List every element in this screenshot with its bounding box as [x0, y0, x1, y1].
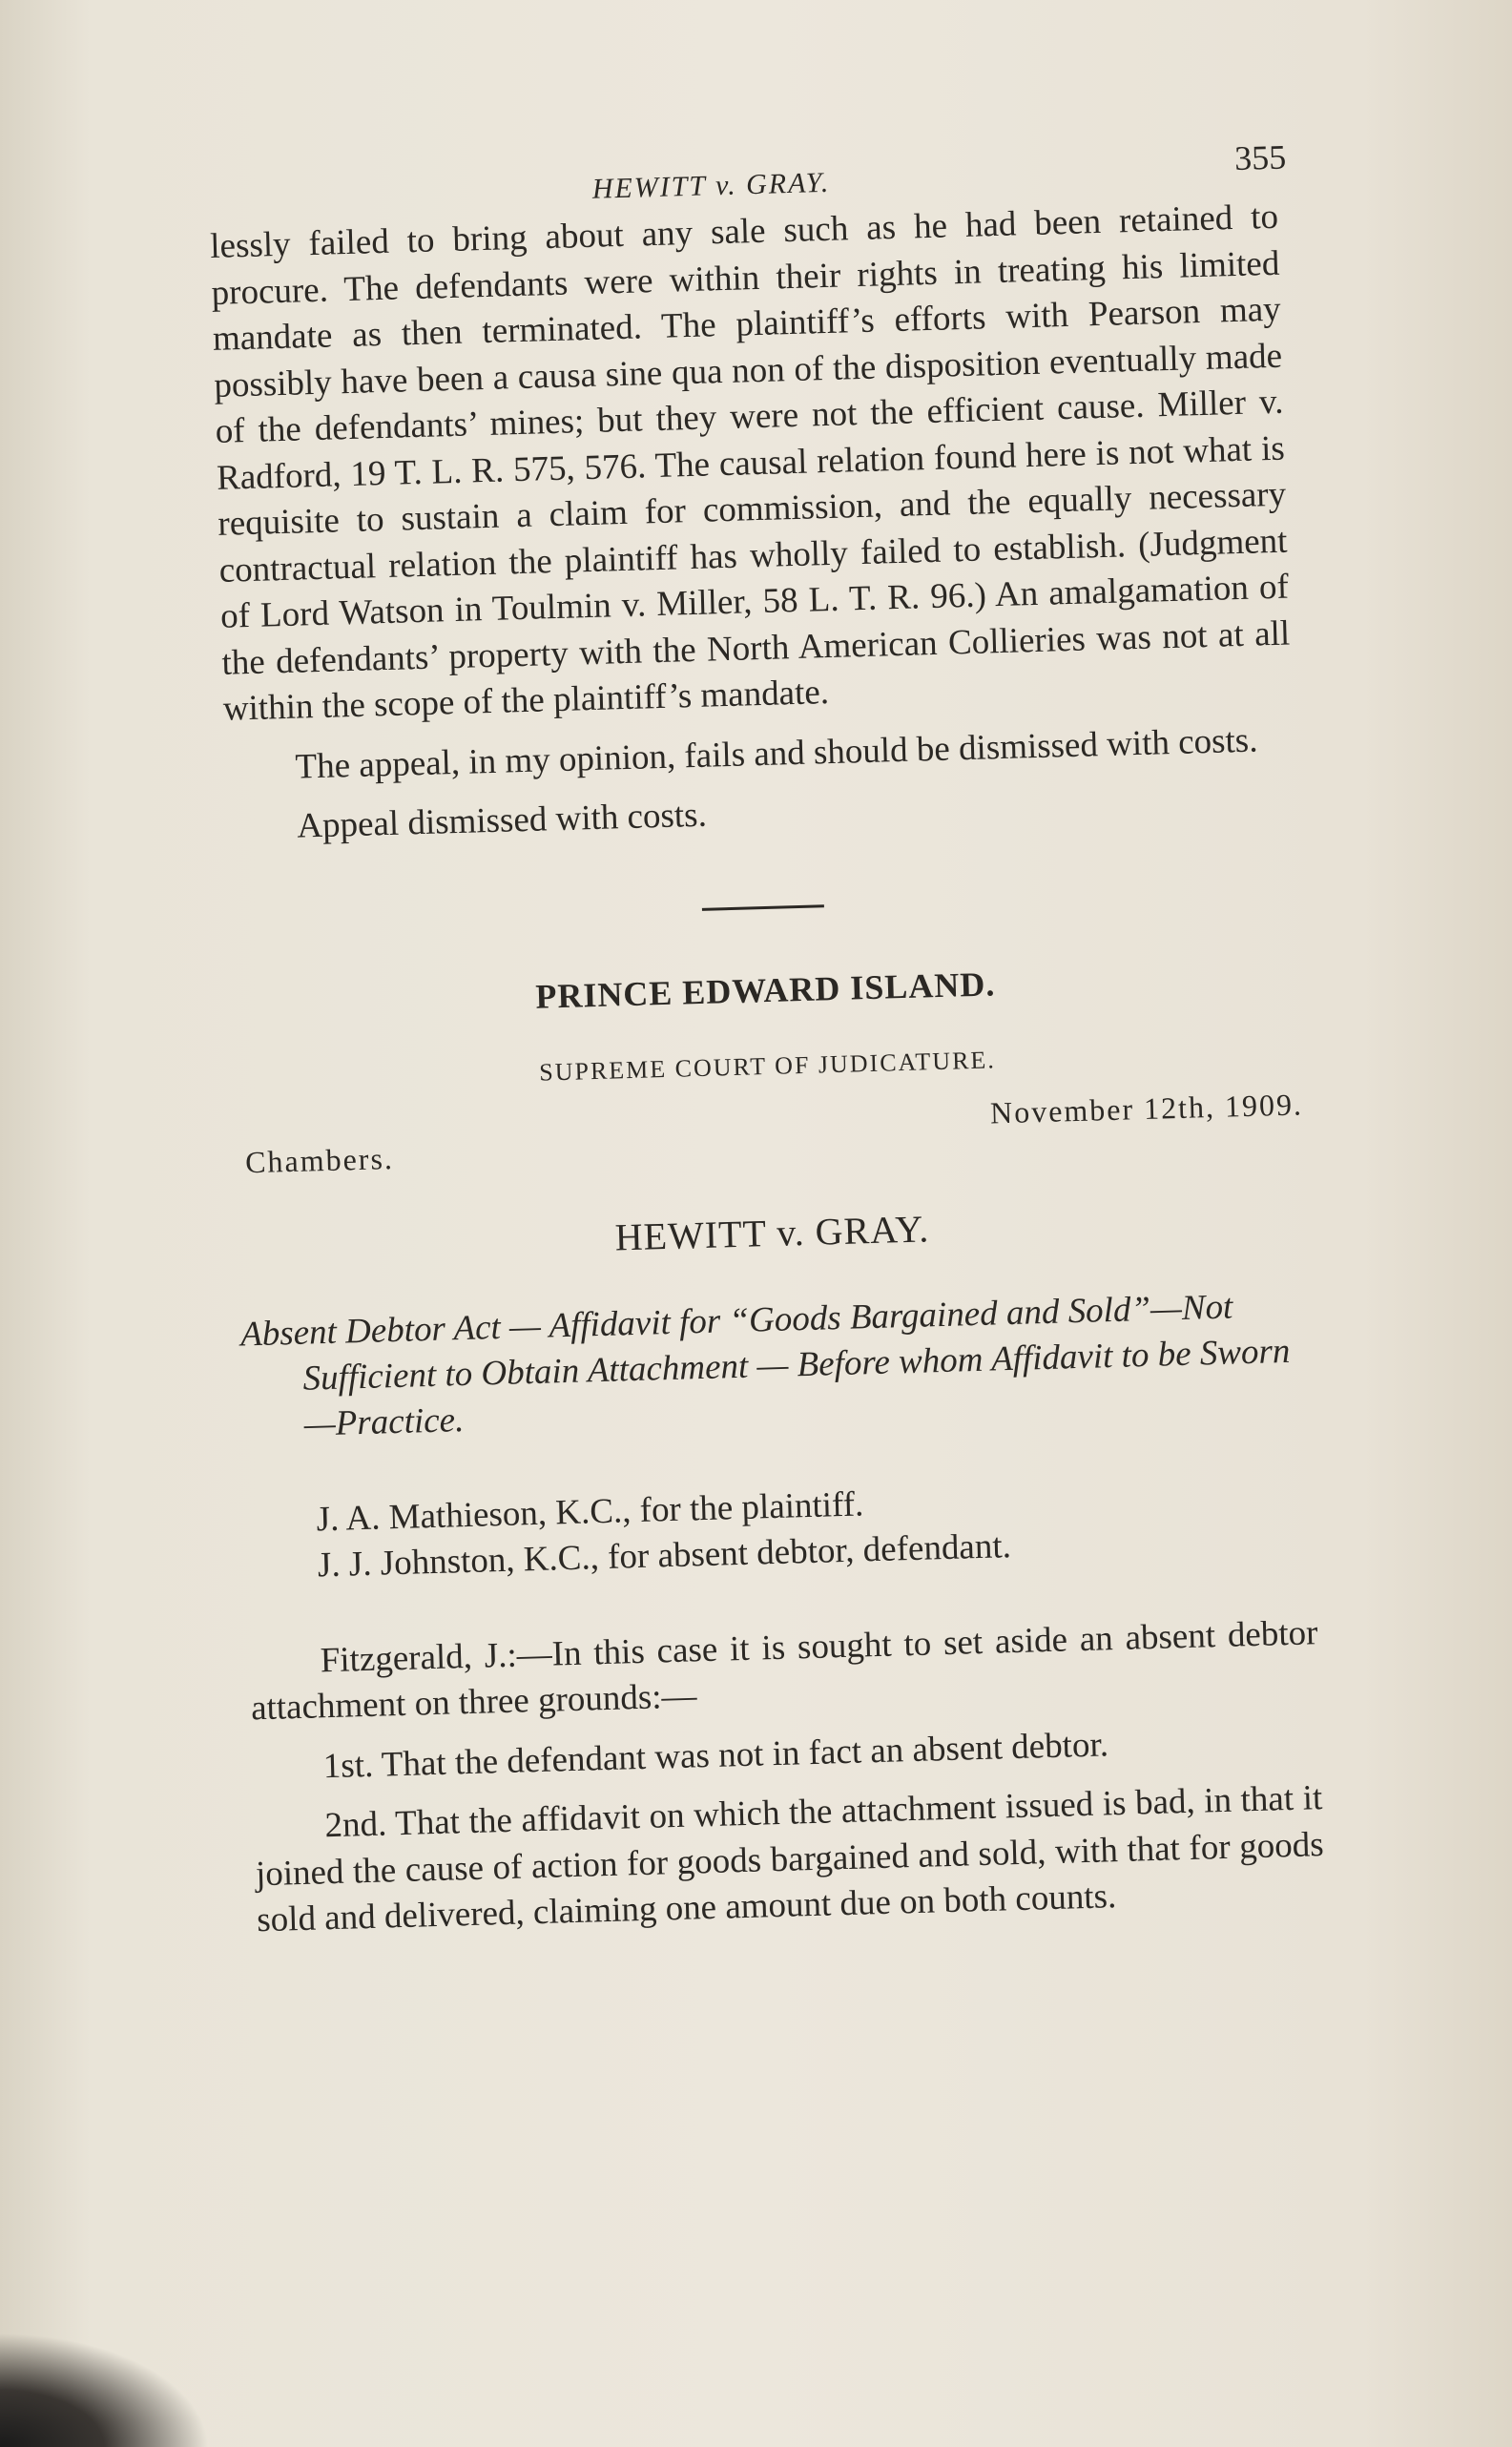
court-name: SUPREME COURT OF JUDICATURE.: [538, 1045, 997, 1087]
date-row: [235, 1087, 1305, 1187]
decision-date: November 12th, 1909.: [989, 1086, 1304, 1130]
judgment-ground-1: 1st. That the defendant was not in fact an absent debtor.: [322, 1724, 1109, 1786]
judgment-intro: Fitzgerald, J.:—In this case it is sought to set aside an absent debtor attachment on three grounds:—: [250, 1612, 1318, 1729]
paragraph-continued: lessly failed to bring about any sale such as he had been retained to procure. The defendants were within their rights in treating his limited mandate as then terminated. The plaintiff’s efforts with Pearson may possibly have been a causa sine qua non of the disposition eventually made of the defendants’ mines; but they were not the efficient cause. Miller v. Radford, 19 T. L. R. 575, 576. The causal relation found here is not what is requisite to sustain a claim for commission, and the equally necessary contractual relation the plaintiff has wholly failed to establish. (Judgment of Lord Watson in Toulmin v. Miller, 58 L. T. R. 96.) An amalgamation of the defendants’ property with the North American Collieries was not at all within the scope of the plaintiff’s mandate.: [209, 197, 1291, 729]
headnote: Absent Debtor Act — Affidavit for “Goods Bargained and Sold”—Not Sufficient to Obtain Attachment — Before whom Affidavit to be Sworn—Practice.: [239, 1286, 1291, 1444]
section-title: PRINCE EDWARD ISLAND.: [534, 964, 996, 1016]
page-number: 355: [1233, 137, 1287, 177]
judgment-ground-2: 2nd. That the affidavit on which the attachment issued is bad, in that it joined the cause of action for goods bargained and sold, with that for goods sold and delivered, claiming one amount due on both counts.: [255, 1778, 1325, 1940]
section-divider: [702, 904, 824, 911]
case-title: HEWITT v. GRAY.: [614, 1206, 930, 1259]
counsel-defendant: J. J. Johnston, K.C., for absent debtor, defendant.: [317, 1525, 1012, 1585]
binding-shadow: [0, 2333, 210, 2447]
chambers-label: Chambers.: [244, 1140, 395, 1179]
paragraph-appeal-opinion: The appeal, in my opinion, fails and should be dismissed with costs.: [295, 720, 1258, 787]
counsel-list: [316, 1469, 1315, 1588]
counsel-plaintiff: J. A. Mathieson, K.C., for the plaintiff.: [316, 1483, 864, 1539]
running-title: HEWITT v. GRAY.: [591, 166, 831, 205]
paragraph-appeal-dismissed: Appeal dismissed with costs.: [296, 795, 708, 846]
text-block: [208, 137, 1326, 1944]
